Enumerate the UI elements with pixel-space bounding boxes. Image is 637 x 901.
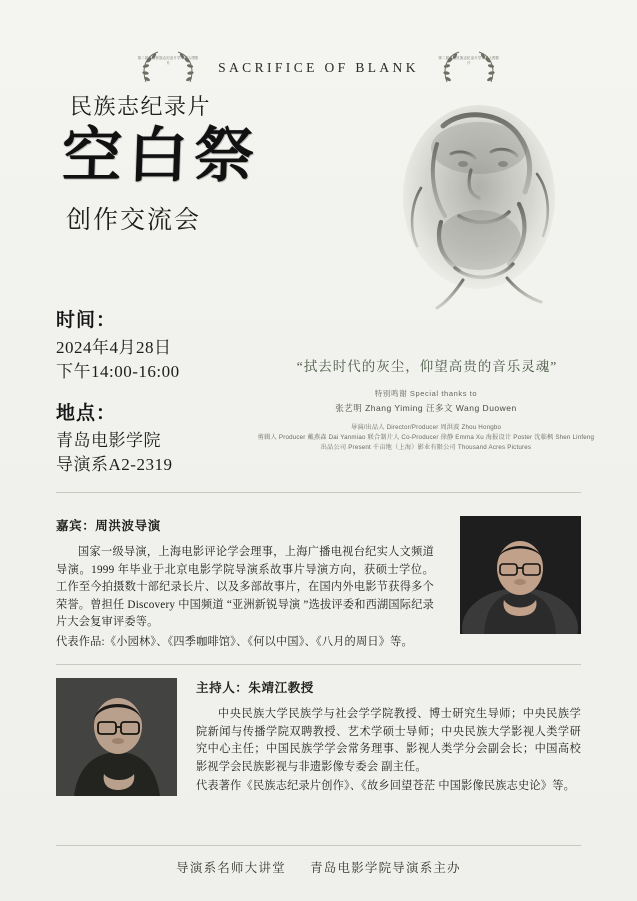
headline-block (56, 90, 356, 236)
special-thanks-label: 特别鸣谢 Special thanks to (374, 389, 478, 398)
divider-bottom (56, 845, 581, 846)
guest-role-label: 嘉宾：周洪波导演 (56, 519, 161, 533)
guest-bio-block (56, 516, 434, 653)
crew-line-3: 出品公司 Present 千亩地（上海）影业有限公司 Thousand Acres Pictures (320, 444, 532, 451)
footer-right-text: 青岛电影学院导演系主办 (310, 861, 461, 875)
guest-paragraph-1: 国家一级导演，上海电影评论学会理事，上海广播电视台纪实人文频道导演。1999 年毕业于北京电影学院导演系故事片导演方向，获硕士学位。工作至今拍摄数十部纪录长片、以及多部故事片，在国内外电影节获得多个荣誉。曾担任 Discovery 中国频道 “亚洲新锐导演 ”选拔评委和西湖国际纪录片大会复审评委等。 (56, 546, 434, 628)
laurel-left-icon (136, 48, 200, 88)
film-quote: “拭去时代的灰尘，仰望高贵的音乐灵魂” (296, 359, 558, 374)
time-date: 2024年4月28日 (56, 338, 172, 357)
time-label: 时间： (56, 310, 117, 331)
crew-line-2: 剪辑人 Producer 戴燕森 Dai Yanmiao 联合制片人 Co-Producer 徐静 Emma Xu 海报设计 Poster 沈临枫 Shen Linfeng (257, 434, 595, 441)
guest-paragraph-2: 代表作品:《小园林》、《四季咖啡馆》、《何以中国》、《八月的周日》等。 (56, 635, 413, 648)
host-paragraph-1: 中央民族大学民族学与社会学学院教授、博士研究生导师；中央民族学院新闻与传播学院双聘教授、艺术学硕士导师；中央民族大学影视人类学研究中心主任；中国民族学学会常务理事、影视人类学分会副会长；中国高校影视学会民族影视与非遗影像专委会 副主任。 (196, 708, 581, 773)
film-category-label: 民族志纪录片 (70, 94, 212, 119)
place-line-2: 导演系A2-2319 (56, 455, 173, 474)
credits-block (252, 388, 600, 453)
poster-english-title: SACRIFICE OF BLANK (218, 60, 419, 75)
poster-subtitle: 创作交流会 (66, 207, 202, 234)
laurel-left-label: 第二届中国民族志纪录片学术展入围影片 (137, 56, 199, 65)
place-label: 地点： (56, 403, 117, 424)
laurel-right-label: 第二届中国民族志纪录片学术展入围影片 (438, 56, 500, 65)
divider-top (56, 492, 581, 493)
host-bio-block (196, 678, 581, 798)
guest-portrait-photo (460, 516, 581, 634)
ink-portrait-artwork (351, 92, 601, 322)
host-portrait-photo (56, 678, 177, 796)
divider-middle (56, 664, 581, 665)
time-range: 下午14:00-16:00 (56, 362, 180, 381)
footer-left-text: 导演系名师大讲堂 (176, 861, 286, 875)
event-info-block (56, 305, 276, 477)
host-paragraph-2: 代表著作《民族志纪录片创作》、《故乡回望苍茫 中国影像民族志史论》等。 (196, 780, 575, 792)
footer-bar (0, 858, 637, 876)
crew-line-1: 导演/出品人 Director/Producer 周洪波 Zhou Hongbo (350, 424, 502, 431)
special-thanks-names: 张艺明 Zhang Yiming 汪多文 Wang Duowen (335, 403, 517, 413)
poster-title: 空白祭 (60, 123, 262, 189)
laurel-right-icon (437, 48, 501, 88)
place-line-1: 青岛电影学院 (56, 431, 161, 450)
festival-laurel-row (0, 48, 637, 88)
host-role-label: 主持人：朱靖江教授 (196, 681, 314, 695)
info-spacer (56, 384, 276, 398)
